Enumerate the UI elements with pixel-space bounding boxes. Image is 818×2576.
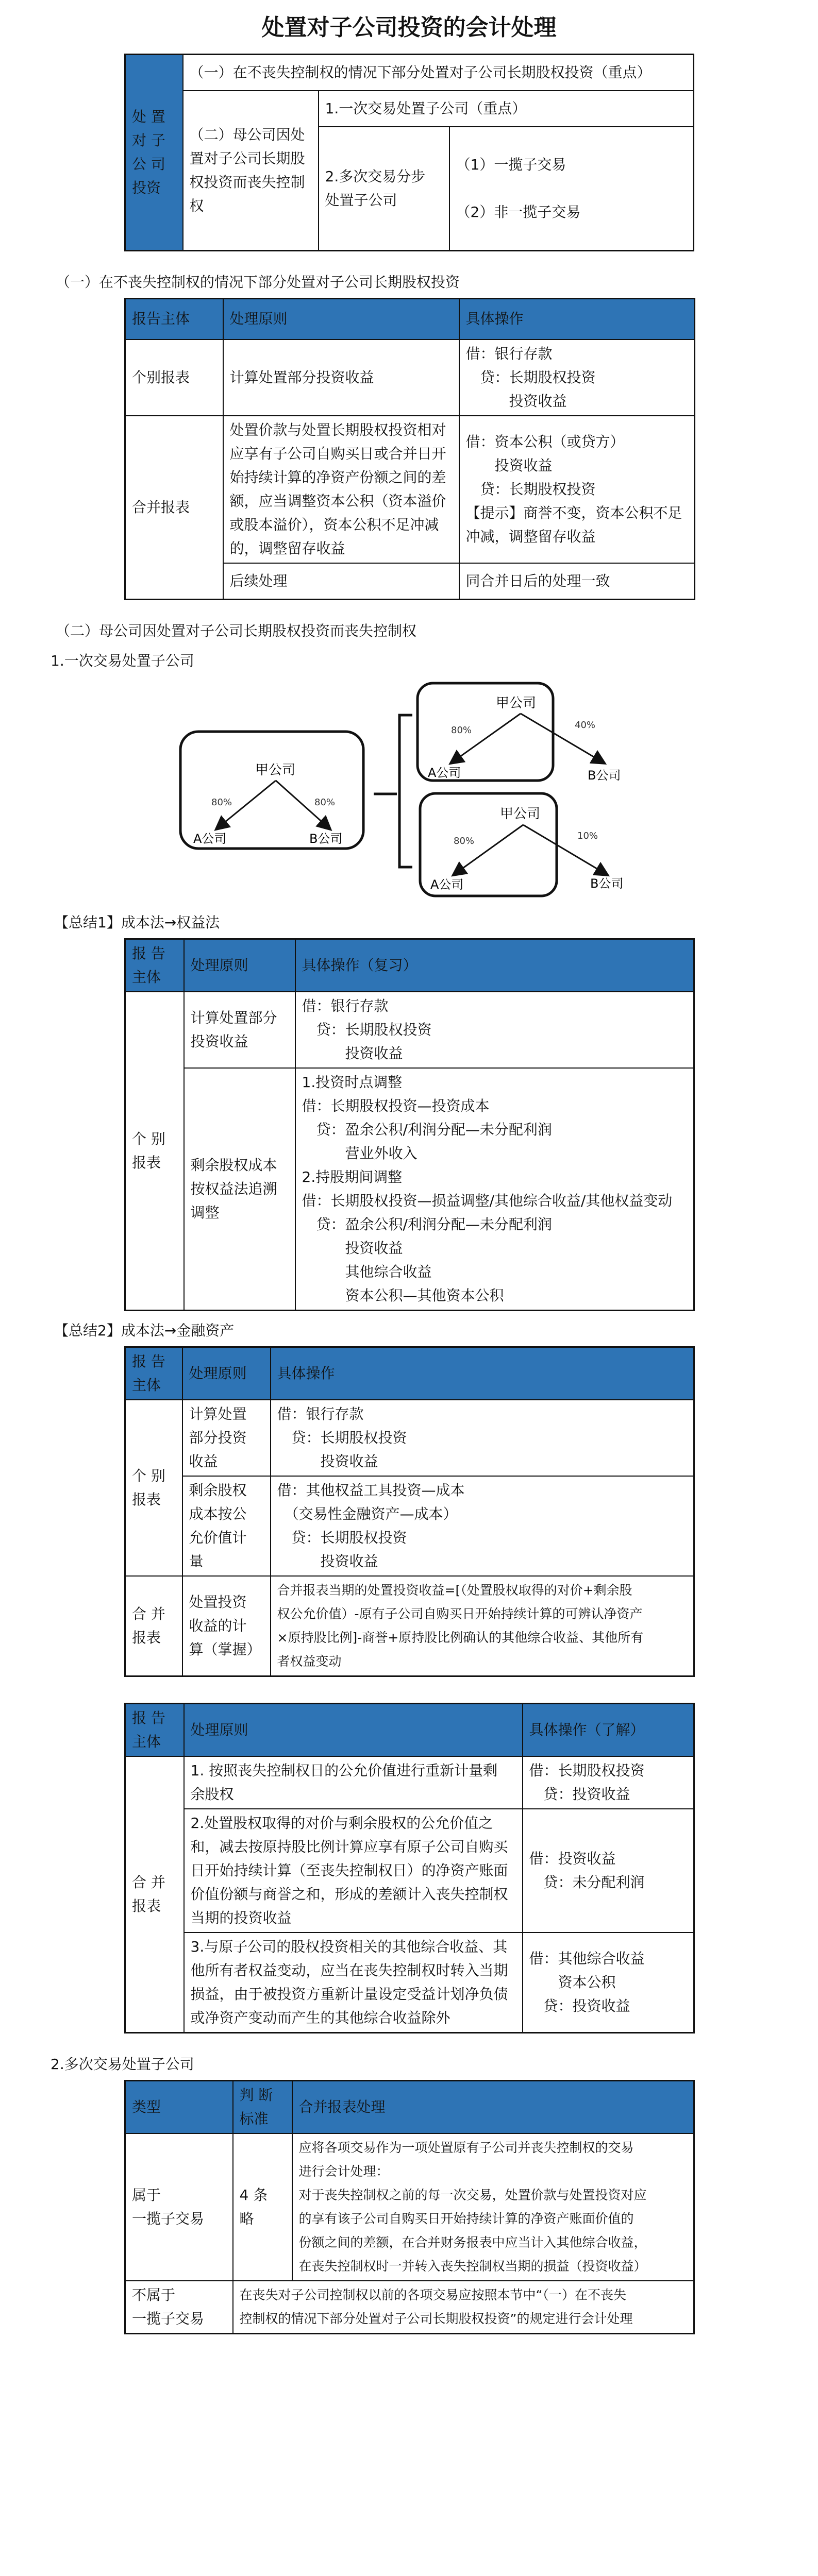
multi-step-table (124, 2080, 695, 2334)
principle-cell: 处置投资 收益的计 算（掌握） (182, 1576, 271, 1676)
summary1-heading: 【总结1】成本法→权益法 (54, 913, 220, 931)
type-cell: 不属于 一揽子交易 (125, 2281, 233, 2334)
table-row (125, 1068, 694, 1311)
principle-cell: 后续处理 (223, 563, 459, 599)
table-row (125, 340, 695, 416)
header-entity: 报 告 主体 (125, 1347, 182, 1400)
section1-heading: （一）在不丧失控制权的情况下部分处置对子公司长期股权投资 (56, 273, 460, 291)
parent-company: 甲公司 (255, 762, 296, 778)
operation-cell: 同合并日后的处理一致 (459, 563, 695, 599)
company-a: A公司 (430, 877, 464, 892)
multi-heading: 2.多次交易处置子公司 (51, 2055, 194, 2073)
overview-part2: （二）母公司因处 置对子公司长期股 权投资而丧失控制 权 (183, 91, 319, 251)
principle-cell: 剩余股权成本 按权益法追溯 调整 (184, 1068, 295, 1311)
operation-cell: 借：银行存款 贷：长期股权投资 投资收益 (459, 340, 695, 416)
table-row (125, 1400, 694, 1476)
header-principle: 处理原则 (182, 1347, 271, 1400)
header-treatment: 合并报表处理 (292, 2080, 694, 2133)
company-a: A公司 (428, 765, 461, 780)
header-principle: 处理原则 (184, 939, 295, 992)
entity-cell: 合并报表 (125, 416, 223, 599)
consolidated-detail-table (124, 1703, 695, 2033)
summary2-table (124, 1346, 695, 1677)
company-b: B公司 (590, 876, 624, 891)
pct-b: 80% (314, 796, 336, 808)
overview-package-deal: （1）一揽子交易 (456, 156, 566, 173)
principle-cell: 3.与原子公司的股权投资相关的其他综合收益、其 他所有者权益变动，应当在丧失控制权时转入当期 损益，由于被投资方重新计量设定受益计划净负债 或净资产变动而产生的其他综合收益除外 (184, 1933, 523, 2033)
entity-cell: 合 并 报表 (125, 1756, 184, 2033)
entity-cell: 个 别 报表 (125, 1400, 182, 1576)
header-entity: 报 告 主体 (125, 1703, 184, 1756)
table-row (125, 1476, 694, 1576)
operation-cell: 借：其他综合收益 资本公积 贷：投资收益 (523, 1933, 694, 2033)
pct-b: 40% (575, 719, 596, 731)
header-operation: 具体操作 (459, 298, 695, 340)
header-operation: 具体操作 (271, 1347, 694, 1400)
type-cell: 属于 一揽子交易 (125, 2133, 233, 2281)
table-row (125, 2133, 694, 2281)
header-type: 类型 (125, 2080, 233, 2133)
principle-cell: 计算处置 部分投资 收益 (182, 1400, 271, 1476)
summary2-heading: 【总结2】成本法→金融资产 (54, 1321, 235, 1339)
operation-cell: 借：银行存款 贷：长期股权投资 投资收益 (295, 992, 694, 1068)
overview-side-label: 处 置 对 子 公 司 投资 (125, 55, 183, 251)
overview-part2-1: 1.一次交易处置子公司（重点） (319, 91, 694, 127)
diagram-after-40 (418, 683, 621, 783)
header-operation: 具体操作（复习） (295, 939, 694, 992)
summary1-table (124, 938, 695, 1311)
header-principle: 处理原则 (223, 298, 459, 340)
ownership-diagram (0, 676, 818, 903)
company-b: B公司 (588, 768, 621, 783)
diagram-after-10 (420, 793, 623, 896)
overview-part1: （一）在不丧失控制权的情况下部分处置对子公司长期股权投资（重点） (183, 55, 694, 91)
header-entity: 报告主体 (125, 298, 223, 340)
company-a: A公司 (193, 831, 227, 846)
diagram-before (180, 732, 363, 849)
principle-cell: 计算处置部分 投资收益 (184, 992, 295, 1068)
header-operation: 具体操作（了解） (523, 1703, 694, 1756)
operation-cell: 1.投资时点调整 借：长期股权投资—投资成本 贷：盈余公积/利润分配—未分配利润 营业外收入 2.持股期间调整 借：长期股权投资—损益调整/其他综合收益/其他权益变动 贷：盈余公积/利润分配—未分配利润 投资收益 其他综合收益 资本公积—其他资本公积 (295, 1068, 694, 1311)
table-row (125, 416, 695, 563)
parent-company: 甲公司 (496, 695, 537, 711)
criteria-cell: 4 条 略 (233, 2133, 292, 2281)
pct-a: 80% (451, 724, 472, 736)
header-principle: 处理原则 (184, 1703, 523, 1756)
pct-b: 10% (577, 830, 598, 841)
operation-cell: 借：其他权益工具投资—成本 （交易性金融资产—成本） 贷：长期股权投资 投资收益 (271, 1476, 694, 1576)
principle-cell: 处置价款与处置长期股权投资相对 应享有子公司自购买日或合并日开 始持续计算的净资产份额之间的差 额，应当调整资本公积（资本溢价 或股本溢价），资本公积不足冲减 的，调整留存收益 (223, 416, 459, 563)
table-row (125, 1756, 694, 1809)
treatment-cell: 在丧失对子公司控制权以前的各项交易应按照本节中“（一）在不丧失 控制权的情况下部分处置对子公司长期股权投资”的规定进行会计处理 (233, 2281, 694, 2334)
principle-cell: 剩余股权 成本按公 允价值计 量 (182, 1476, 271, 1576)
company-b: B公司 (309, 831, 343, 846)
section2-heading: （二）母公司因处置对子公司长期股权投资而丧失控制权 (56, 622, 417, 639)
operation-cell: 借：长期股权投资 贷：投资收益 (523, 1756, 694, 1809)
principle-cell: 1. 按照丧失控制权日的公允价值进行重新计量剩 余股权 (184, 1756, 523, 1809)
section1-table (124, 298, 695, 600)
header-criteria: 判 断 标准 (233, 2080, 292, 2133)
table-row (125, 992, 694, 1068)
overview-table (124, 54, 694, 251)
overview-part2-2: 2.多次交易分步 处置子公司 (319, 127, 449, 251)
overview-part2-2-options (449, 127, 694, 251)
entity-cell: 个别报表 (125, 340, 223, 416)
table-row (125, 2281, 694, 2334)
section2-sub1: 1.一次交易处置子公司 (51, 652, 194, 669)
entity-cell: 合 并 报表 (125, 1576, 182, 1676)
pct-a: 80% (211, 796, 232, 808)
operation-cell: 借：资本公积（或贷方） 投资收益 贷：长期股权投资 【提示】商誉不变，资本公积不足 冲减，调整留存收益 (459, 416, 695, 563)
treatment-cell: 应将各项交易作为一项处置原有子公司并丧失控制权的交易 进行会计处理： 对于丧失控制权之前的每一次交易，处置价款与处置投资对应 的享有该子公司自购买日开始持续计算的净资产账面价值的 份额之间的差额，在合并财务报表中应当计入其他综合收益， 在丧失控制权时一并转入丧失控制权当期的损益（投资收益） (292, 2133, 694, 2281)
table-row (125, 1933, 694, 2033)
parent-company: 甲公司 (500, 806, 541, 822)
bracket (374, 715, 412, 867)
operation-cell: 借：投资收益 贷：未分配利润 (523, 1809, 694, 1933)
pct-a: 80% (454, 835, 475, 846)
arrow-to-a (454, 825, 523, 875)
arrow-to-a (451, 714, 521, 763)
principle-cell: 计算处置部分投资收益 (223, 340, 459, 416)
overview-non-package-deal: （2）非一揽子交易 (456, 203, 581, 221)
table-row (125, 1809, 694, 1933)
header-entity: 报 告 主体 (125, 939, 184, 992)
entity-cell: 个 别 报表 (125, 992, 184, 1311)
table-row (125, 1576, 694, 1676)
principle-cell: 2.处置股权取得的对价与剩余股权的公允价值之 和，减去按原持股比例计算应享有原子公司自购买 日开始持续计算（至丧失控制权日）的净资产账面 价值份额与商誉之和，形成的差额计入丧失控制权 当期的投资收益 (184, 1809, 523, 1933)
operation-cell: 借：银行存款 贷：长期股权投资 投资收益 (271, 1400, 694, 1476)
operation-cell: 合并报表当期的处置投资收益=[（处置股权取得的对价+剩余股 权公允价值）-原有子公司自购买日开始持续计算的可辨认净资产 ×原持股比例]-商誉+原持股比例确认的其他综合收益、其他所有 者权益变动 (271, 1576, 694, 1676)
page-title: 处置对子公司投资的会计处理 (261, 14, 557, 41)
